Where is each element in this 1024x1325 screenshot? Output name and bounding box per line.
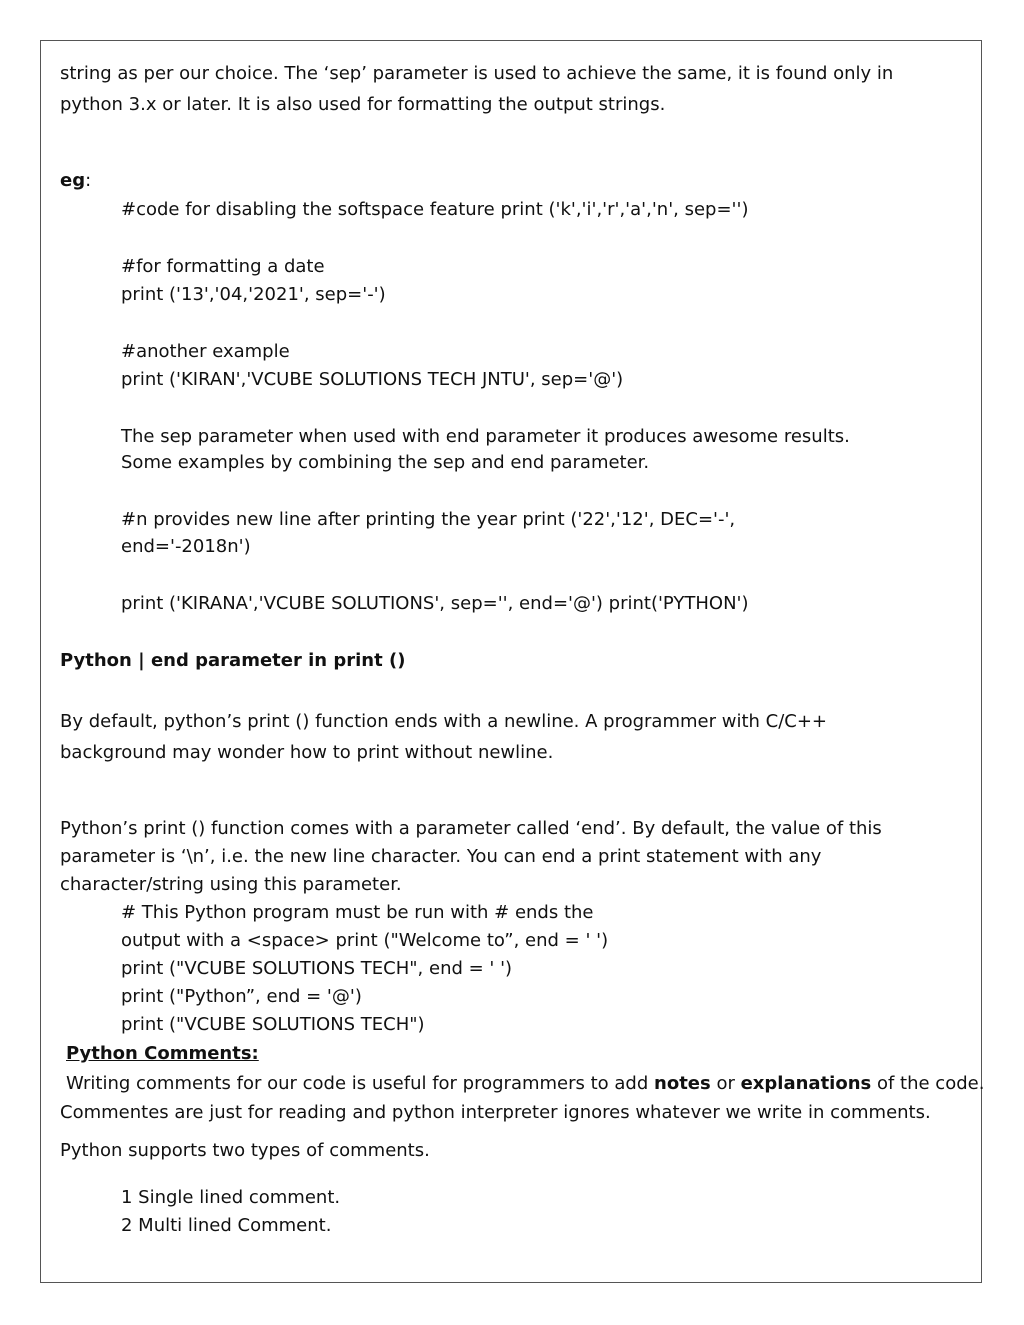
end-para1-line2: background may wonder how to print without newline. [60, 742, 554, 763]
comment-type-item-2: 2 Multi lined Comment. [121, 1215, 332, 1236]
date-comment: #for formatting a date [121, 256, 325, 277]
comment-type-item-1: 1 Single lined comment. [121, 1187, 341, 1208]
comments-para1 [66, 1073, 984, 1095]
end-code-line5: print ("VCUBE SOLUTIONS TECH") [121, 1014, 425, 1035]
end-code-line3: print ("VCUBE SOLUTIONS TECH", end = ' ') [121, 958, 513, 979]
combo-text-2: Some examples by combining the sep and end parameter. [121, 452, 650, 473]
comments-para1-start: Writing comments for our code is useful for programmers to add [66, 1073, 655, 1094]
eg-label [60, 170, 91, 192]
end-para1-line1: By default, python’s print () function ends with a newline. A programmer with C/C++ [60, 711, 827, 732]
intro-line-2: python 3.x or later. It is also used for formatting the output strings. [60, 94, 666, 115]
combo-text-1: The sep parameter when used with end parameter it produces awesome results. [121, 426, 850, 447]
end-para2-line1: Python’s print () function comes with a parameter called ‘end’. By default, the value of this [60, 818, 882, 839]
comments-para1-or: or [710, 1073, 741, 1094]
eg-colon: : [85, 170, 92, 191]
eg-label-text: eg [60, 170, 86, 191]
comments-para1-end: of the code. [871, 1073, 985, 1094]
end-code-line1: # This Python program must be run with # ends the [121, 902, 594, 923]
end-para2-line2: parameter is ‘\n’, i.e. the new line character. You can end a print statement with any [60, 846, 822, 867]
comments-heading: Python Comments: [66, 1043, 259, 1064]
end-para2-line3: character/string using this parameter. [60, 874, 402, 895]
date-code: print ('13','04,'2021', sep='-') [121, 284, 386, 305]
intro-line-1: string as per our choice. The ‘sep’ parameter is used to achieve the same, it is found only in [60, 63, 894, 84]
newline-comment-1: #n provides new line after printing the year print ('22','12', DEC='-', [121, 509, 736, 530]
disable-softspace-code: #code for disabling the softspace feature print ('k','i','r','a','n', sep='') [121, 199, 749, 220]
comments-para2: Commentes are just for reading and python interpreter ignores whatever we write in comments. [60, 1102, 931, 1123]
notes-bold: notes [654, 1073, 711, 1094]
end-parameter-heading: Python | end parameter in print () [60, 650, 406, 671]
comments-para3: Python supports two types of comments. [60, 1140, 430, 1161]
end-code-line2: output with a <space> print ("Welcome to”, end = ' ') [121, 930, 609, 951]
explanations-bold: explanations [740, 1073, 872, 1094]
kirana-code: print ('KIRANA','VCUBE SOLUTIONS', sep='', end='@') print('PYTHON') [121, 593, 749, 614]
end-code-line4: print ("Python”, end = '@') [121, 986, 362, 1007]
another-example-comment: #another example [121, 341, 290, 362]
another-example-code: print ('KIRAN','VCUBE SOLUTIONS TECH JNTU', sep='@') [121, 369, 624, 390]
newline-comment-2: end='-2018n') [121, 536, 251, 557]
